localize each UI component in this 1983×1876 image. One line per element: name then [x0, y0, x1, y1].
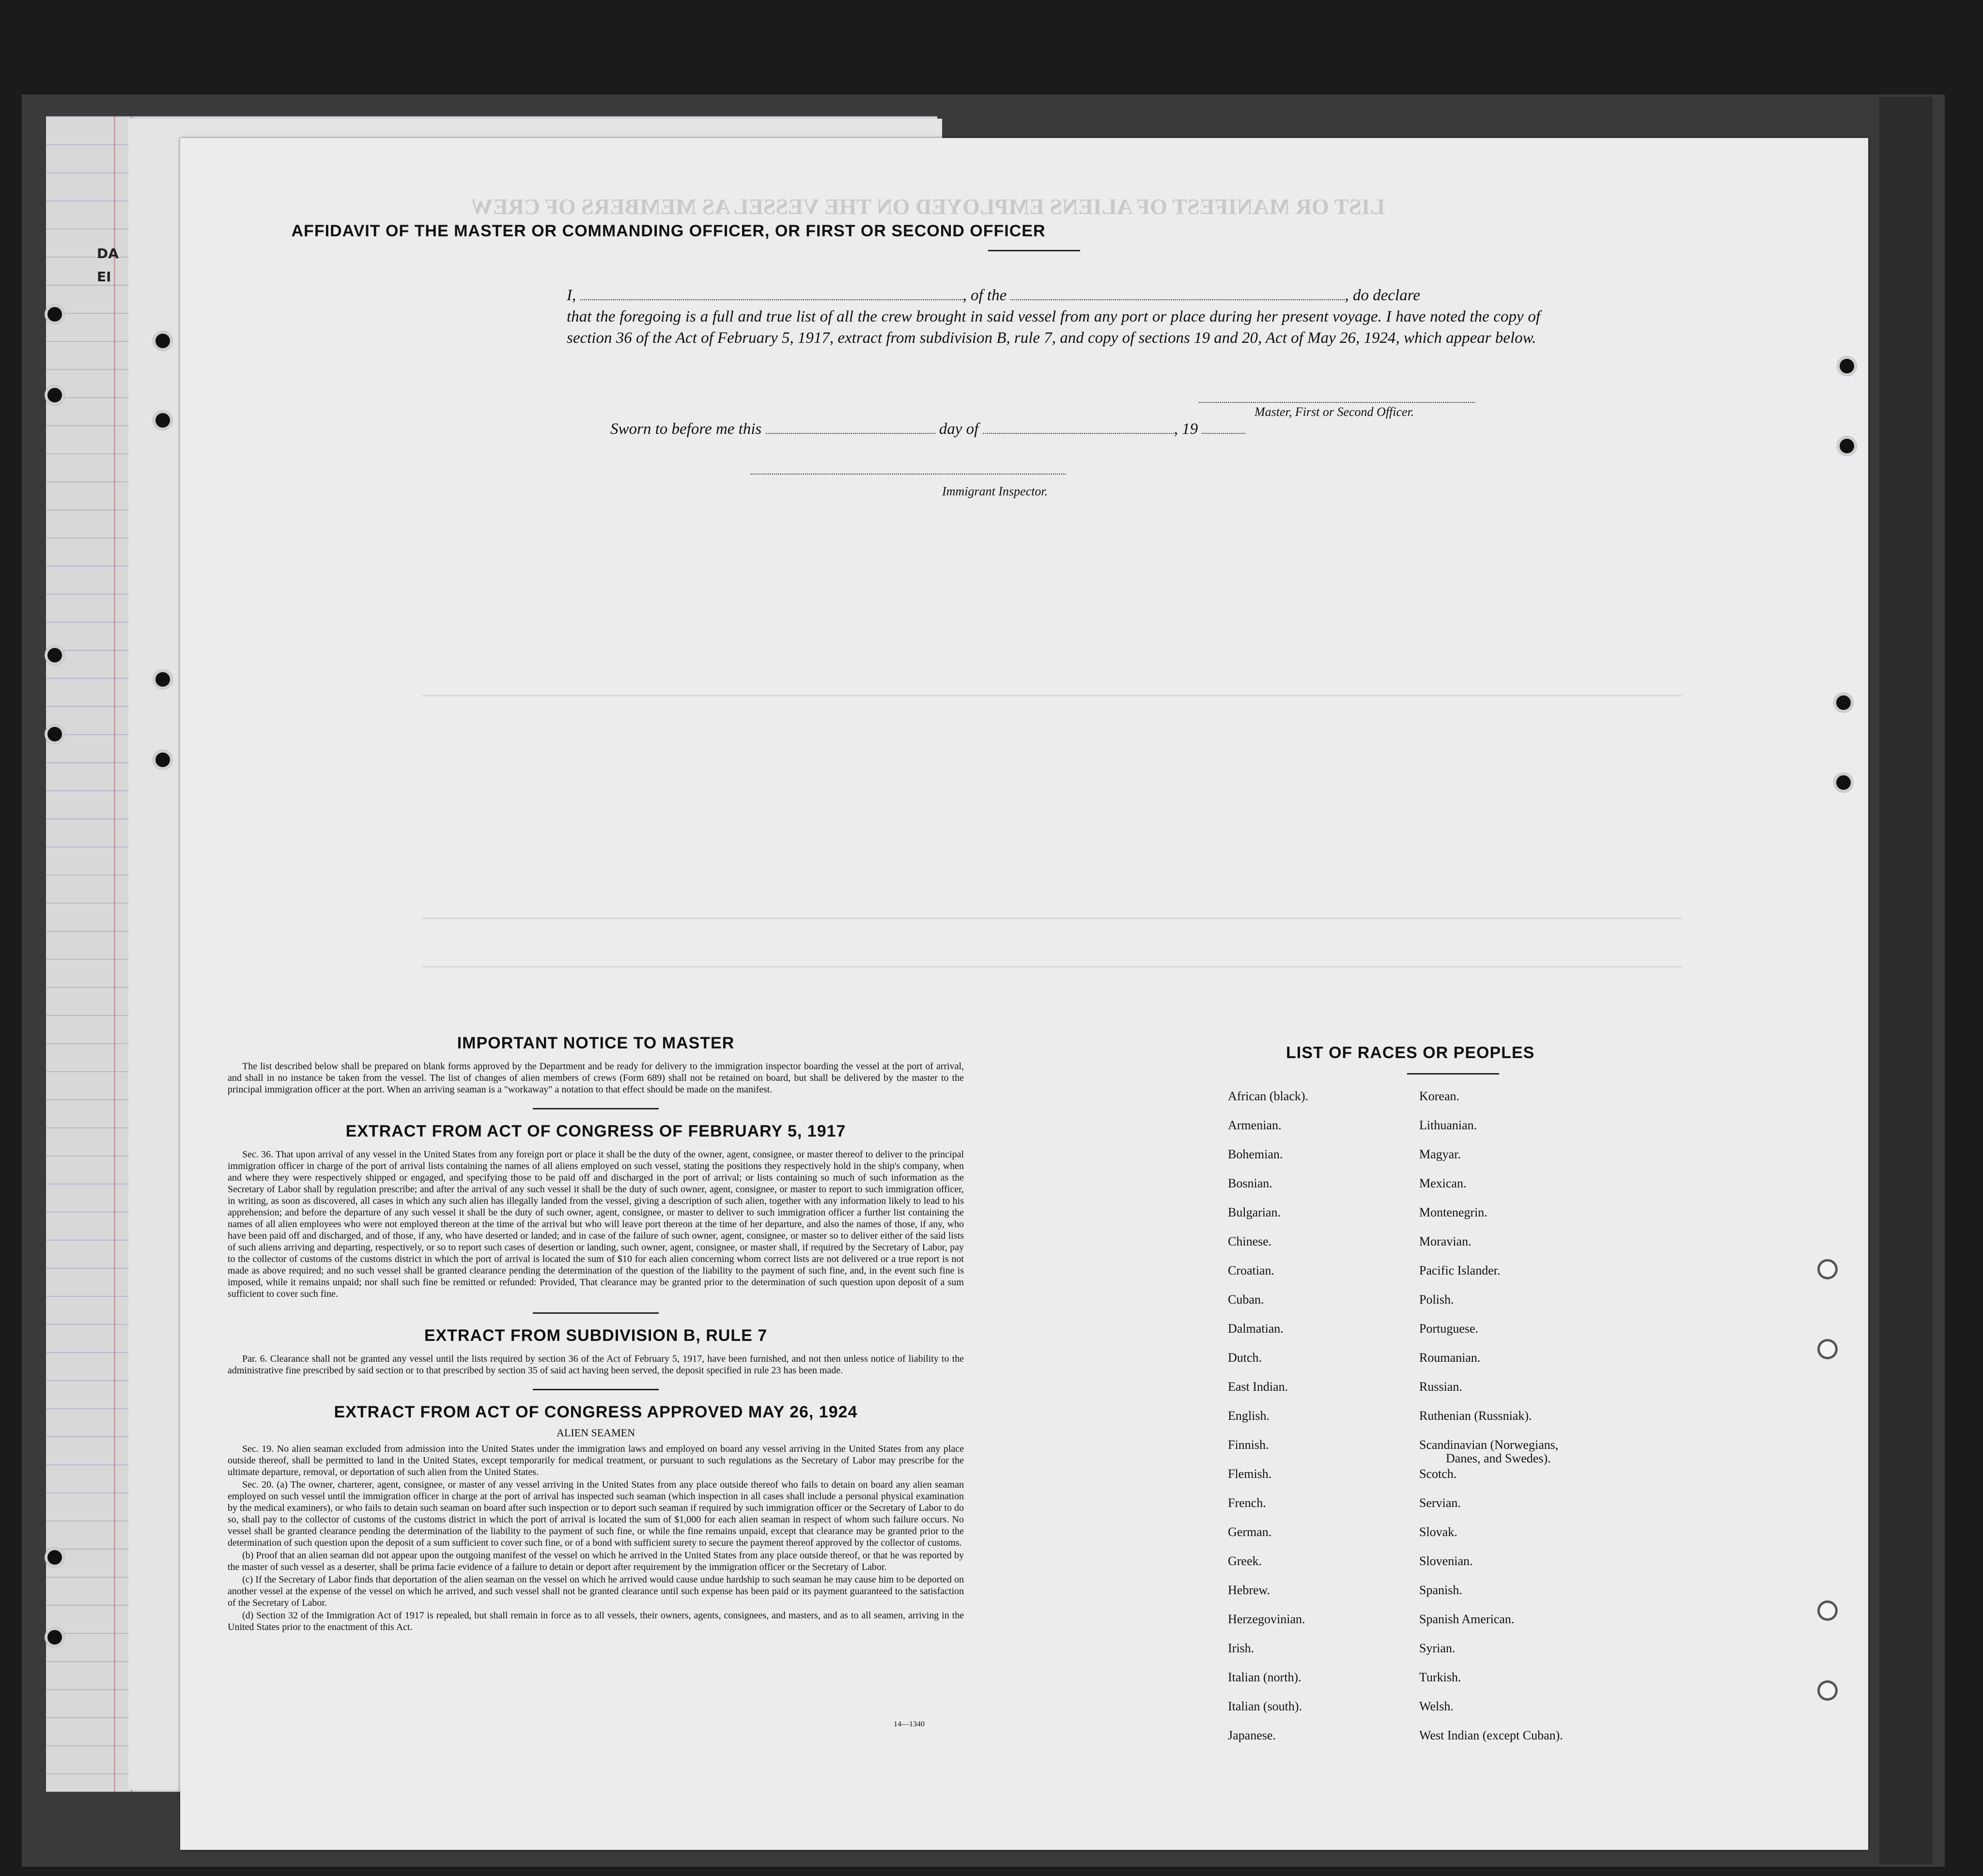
race-label: Servian. — [1419, 1496, 1461, 1510]
punch-hole — [45, 1627, 65, 1647]
race-label: Spanish. — [1419, 1583, 1462, 1597]
declaration-do-declare: , do declare — [1345, 287, 1420, 304]
punch-hole — [153, 331, 173, 351]
notice-column — [228, 1034, 964, 1633]
race-item — [1419, 1642, 1563, 1671]
race-label: East Indian. — [1228, 1380, 1288, 1394]
officer-name-field[interactable] — [580, 287, 963, 300]
race-item — [1419, 1554, 1563, 1584]
rule-7-paragraph-6: Par. 6. Clearance shall not be granted any vessel until the lists required by section 36 of the Act of February 5, 1917, have been furnished, and not then unless notice of liability to the administrative fine prescribed by said section or to that prescribed by section 35 of said act having been served, the deposit specified in rule 23 has been made. — [228, 1353, 964, 1376]
race-label: Armenian. — [1228, 1118, 1282, 1132]
act-1924-paragraph: Sec. 20. (a) The owner, charterer, agent, consignee, or master of any vessel arriving in the United States from any place outside thereof who fails to detain on board any alien seaman employed on such vessel until the immigration officer in charge at the port of arrival has inspected such seaman (which inspection in all cases shall include a personal physical examination by the medical examiners), or who fails to detain such seaman on board after such inspection or to deport such seaman if required by such immigration officer or the Secretary of Labor to do so, shall pay to the collector of customs of the customs district in which the port of arrival is located the sum of $1,000 for each alien seaman in respect of whom such failure occurs. No vessel shall be granted clearance pending the determination of the liability to the payment of such fine, or while the fine remains unpaid, except that clearance may be granted prior to the determination of such question upon the deposit of a sum sufficient to cover such fine, or of a bond with sufficient surety to secure the payment thereof approved by the collector of customs. — [228, 1479, 964, 1548]
race-item — [1228, 1235, 1308, 1264]
race-item — [1419, 1235, 1563, 1264]
race-item — [1228, 1554, 1308, 1584]
master-signature-caption: Master, First or Second Officer. — [1255, 405, 1414, 419]
race-item — [1228, 1119, 1308, 1148]
race-label: Finnish. — [1228, 1438, 1269, 1452]
races-column-1 — [1228, 1090, 1308, 1758]
race-label: Korean. — [1419, 1089, 1460, 1103]
race-label: French. — [1228, 1496, 1266, 1510]
race-label: Scotch. — [1419, 1467, 1457, 1481]
race-item — [1228, 1438, 1308, 1467]
punch-hole — [45, 385, 65, 405]
race-item — [1228, 1700, 1308, 1729]
act-1924-paragraph: (d) Section 32 of the Immigration Act of 1917 is repealed, but shall remain in force as to all vessels, their owners, agents, consignees, and masters, and as to all seamen, arriving in the United States prior to the enactment of this Act. — [228, 1610, 964, 1632]
race-item — [1228, 1206, 1308, 1235]
race-item — [1419, 1351, 1563, 1380]
race-label: Italian (north). — [1228, 1670, 1301, 1684]
act-1917-section-36: Sec. 36. That upon arrival of any vessel in the United States from any foreign port or place it shall be the duty of the owner, agent, consignee, or master thereof to deliver to the principal immigration officer in charge of the port of arrival lists containing the names of all aliens employed on such vessel, stating the positions they respectively hold in the ship's company, when and where they were respectively shipped or engaged, and specifying those to be paid off and discharged in the port of arrival; or lists containing so much of such information as the Secretary of Labor shall by regulation prescribe; and after the arrival of any such vessel it shall be the duty of such owner, agent, consignee, or master to report to such immigration officer, in writing, as soon as discovered, all cases in which any such alien has illegally landed from the vessel, giving a description of such alien, together with any information likely to lead to his apprehension; and before the departure of any such vessel it shall be the duty of such owner, agent, consignee, or master to deliver to such immigration officer a further list containing the names of all alien employees who were not employed thereon at the time of the arrival but who will leave port thereon at the time of her departure, and also the names of those, if any, who have been paid off and discharged, and of those, if any, who have deserted or landed; and in case of the failure of such owner, agent, consignee, or master so to deliver either of the said lists of such aliens arriving and departing, respectively, or so to report such cases of desertion or landing, such owner, agent, consignee, or master shall, if required by the Secretary of Labor, pay to the collector of customs of the customs district in which the port of arrival is located the sum of $10 for each alien concerning whom correct lists are not delivered or a true report is not made as above required; and no such vessel shall be granted clearance pending the determination of the question of the liability to the payment of such fine, and, in the event such fine is imposed, while it remains unpaid; nor shall such fine be remitted or refunded: Provided, That clearance may be granted prior to the determination of such question upon deposit of a sum sufficient to cover such fine. — [228, 1149, 964, 1299]
master-signature-field[interactable] — [1199, 401, 1475, 403]
race-label: English. — [1228, 1409, 1270, 1423]
binding-edge — [1879, 97, 1933, 1864]
rule-7-heading: EXTRACT FROM SUBDIVISION B, RULE 7 — [424, 1326, 768, 1345]
sworn-day-label: day of — [939, 420, 979, 438]
punch-hole — [1817, 1600, 1838, 1621]
title-rule — [988, 250, 1080, 251]
race-item — [1228, 1613, 1308, 1642]
act-1924-paragraph: (c) If the Secretary of Labor finds that deportation of the alien seaman on the vessel on which he arrived would cause undue hardship to such seaman he may cause him to be deported on another vessel at the expense of the vessel on which he arrived, and such vessel shall not be granted clearance until such expense has been paid or its payment guaranteed to the satisfaction of the Secretary of Labor. — [228, 1574, 964, 1608]
race-label: Dalmatian. — [1228, 1322, 1284, 1336]
race-item — [1419, 1438, 1563, 1467]
bleed-through-row — [422, 695, 1682, 696]
sworn-prefix: Sworn to before me this — [610, 420, 762, 438]
race-item — [1419, 1584, 1563, 1613]
race-label: Welsh. — [1419, 1699, 1454, 1713]
punch-hole — [45, 645, 65, 665]
race-label: Flemish. — [1228, 1467, 1272, 1481]
race-item — [1419, 1264, 1563, 1293]
race-item — [1419, 1467, 1563, 1496]
race-label: Syrian. — [1419, 1641, 1456, 1655]
punch-hole — [1837, 436, 1857, 456]
race-item — [1419, 1700, 1563, 1729]
race-label: Croatian. — [1228, 1263, 1275, 1277]
race-label: Slovenian. — [1419, 1554, 1473, 1568]
act-1924-heading: EXTRACT FROM ACT OF CONGRESS APPROVED MAY 26, 1924 — [334, 1403, 858, 1421]
act-1917-heading: EXTRACT FROM ACT OF CONGRESS OF FEBRUARY 5, 1917 — [345, 1122, 846, 1140]
ledger-rule — [46, 116, 937, 117]
punch-hole — [153, 750, 173, 770]
punch-hole — [153, 669, 173, 690]
race-item — [1228, 1380, 1308, 1409]
sworn-year-field[interactable] — [1202, 420, 1245, 434]
race-item — [1419, 1380, 1563, 1409]
race-item — [1228, 1264, 1308, 1293]
declaration-line — [567, 285, 1540, 306]
race-item — [1419, 1177, 1563, 1206]
race-label: African (black). — [1228, 1089, 1309, 1103]
race-label: Bosnian. — [1228, 1176, 1272, 1190]
race-label: Japanese. — [1228, 1728, 1276, 1742]
notice-text: The list described below shall be prepared on blank forms approved by the Department and be ready for delivery to the immigration inspector boarding the vessel at the port of arrival, and shall in no instance be taken from the vessel. The list of changes of alien members of crews (Form 689) shall not be retained on board, but shall be delivered by the master to the principal immigration officer at the port. When an arriving seaman is a "workaway" a notation to that effect should be made on the manifest. — [228, 1061, 964, 1095]
punch-hole — [1833, 692, 1854, 713]
race-label: Russian. — [1419, 1380, 1462, 1394]
race-item — [1228, 1642, 1308, 1671]
declaration-i: I, — [567, 287, 576, 304]
race-item — [1228, 1584, 1308, 1613]
race-item — [1228, 1467, 1308, 1496]
race-label: Greek. — [1228, 1554, 1262, 1568]
race-label: Polish. — [1419, 1292, 1454, 1307]
race-label: Portuguese. — [1419, 1322, 1479, 1336]
declaration-of-the: , of the — [962, 287, 1007, 304]
race-label: Magyar. — [1419, 1147, 1461, 1161]
sworn-date-field[interactable] — [766, 420, 935, 434]
bleed-through-heading: LIST OR MANIFEST OF ALIENS EMPLOYED ON THE VESSEL AS MEMBERS OF CREW — [471, 194, 1385, 219]
race-label: Pacific Islander. — [1419, 1263, 1501, 1277]
race-item — [1228, 1177, 1308, 1206]
race-item — [1228, 1496, 1308, 1525]
race-label: Scandinavian (Norwegians, — [1419, 1438, 1559, 1452]
race-label: Cuban. — [1228, 1292, 1264, 1307]
section-divider — [533, 1312, 659, 1314]
race-label: West Indian (except Cuban). — [1419, 1728, 1563, 1742]
race-item — [1419, 1119, 1563, 1148]
punch-hole — [45, 724, 65, 744]
act-1924-paragraph: (b) Proof that an alien seaman did not appear upon the outgoing manifest of the vessel on which he arrived in the United States from any place outside thereof, or that he was reported by the master of such vessel as a deserter, shall be prima facie evidence of a failure to detain or deport after requirement by the immigration officer or the Secretary of Labor. — [228, 1550, 964, 1572]
affidavit-title: AFFIDAVIT OF THE MASTER OR COMMANDING OFFICER, OR FIRST OR SECOND OFFICER — [291, 222, 1046, 240]
race-item — [1228, 1148, 1308, 1177]
race-item — [1419, 1293, 1563, 1322]
race-label: Chinese. — [1228, 1234, 1272, 1248]
race-label: Ruthenian (Russniak). — [1419, 1409, 1532, 1423]
section-divider — [533, 1389, 659, 1390]
race-label: Bohemian. — [1228, 1147, 1283, 1161]
section-divider — [533, 1108, 659, 1109]
punch-hole — [45, 1547, 65, 1568]
punch-hole — [45, 304, 65, 324]
race-item — [1419, 1090, 1563, 1119]
sworn-statement — [610, 420, 1245, 438]
race-label: Montenegrin. — [1419, 1205, 1487, 1219]
race-label: Irish. — [1228, 1641, 1255, 1655]
races-column-2 — [1419, 1090, 1563, 1758]
race-label: Hebrew. — [1228, 1583, 1270, 1597]
race-item — [1228, 1351, 1308, 1380]
vessel-name-field[interactable] — [1010, 287, 1345, 300]
notice-heading: IMPORTANT NOTICE TO MASTER — [457, 1034, 735, 1052]
race-item — [1419, 1206, 1563, 1235]
race-item — [1419, 1525, 1563, 1554]
race-item — [1228, 1090, 1308, 1119]
alien-seamen-subheading: ALIEN SEAMEN — [557, 1427, 635, 1439]
race-item — [1419, 1496, 1563, 1525]
race-item — [1228, 1525, 1308, 1554]
race-label: Spanish American. — [1419, 1612, 1515, 1626]
bleed-through-row — [422, 966, 1682, 968]
act-1924-paragraph: Sec. 19. No alien seaman excluded from admission into the United States under the immigration laws and employed on board any vessel arriving in the United States from any place outside thereof, shall be permitted to land in the United States, except temporarily for medical treatment, or pursuant to such regulations as the Secretary of Labor may prescribe for the ultimate departure, removal, or deportation of such alien from the United States. — [228, 1444, 964, 1477]
race-item — [1419, 1671, 1563, 1700]
race-item — [1228, 1729, 1308, 1758]
race-item — [1419, 1322, 1563, 1351]
races-heading: LIST OF RACES OR PEOPLES — [1286, 1044, 1535, 1062]
race-item — [1419, 1409, 1563, 1438]
races-rule — [1407, 1073, 1499, 1075]
ledger-margin-line — [114, 116, 115, 1792]
punch-hole — [1833, 772, 1854, 793]
race-label: Moravian. — [1419, 1234, 1472, 1248]
race-item — [1228, 1409, 1308, 1438]
inspector-signature-field[interactable] — [751, 473, 1066, 475]
race-label: Dutch. — [1228, 1351, 1262, 1365]
sworn-month-field[interactable] — [983, 420, 1174, 434]
race-item — [1419, 1148, 1563, 1177]
race-label-continued: Danes, and Swedes). — [1446, 1451, 1551, 1465]
race-label: German. — [1228, 1525, 1272, 1539]
race-label: Lithuanian. — [1419, 1118, 1477, 1132]
punch-hole — [1817, 1259, 1838, 1279]
race-label: Italian (south). — [1228, 1699, 1302, 1713]
inspector-signature-caption: Immigrant Inspector. — [942, 484, 1048, 498]
race-label: Mexican. — [1419, 1176, 1467, 1190]
underlying-page-fragment: DA EI — [97, 246, 119, 285]
form-number: 14—1340 — [894, 1720, 925, 1728]
punch-hole — [1817, 1339, 1838, 1359]
race-item — [1228, 1293, 1308, 1322]
affidavit-body-text: that the foregoing is a full and true list of all the crew brought in said vessel from any port or place during her present voyage. I have noted the copy of section 36 of the Act of February 5, 1917, extract from subdivision B, rule 7, and copy of sections 19 and 20, Act of May 26, 1924, which appear below. — [567, 308, 1540, 347]
race-item — [1228, 1671, 1308, 1700]
sworn-year-label: , 19 — [1174, 420, 1198, 438]
race-label: Roumanian. — [1419, 1351, 1481, 1365]
race-item — [1419, 1729, 1563, 1758]
race-label: Bulgarian. — [1228, 1205, 1281, 1219]
affidavit-statement — [567, 285, 1540, 349]
race-label: Turkish. — [1419, 1670, 1461, 1684]
race-label: Herzegovinian. — [1228, 1612, 1305, 1626]
race-item — [1419, 1613, 1563, 1642]
race-label: Slovak. — [1419, 1525, 1457, 1539]
bleed-through-row — [422, 918, 1682, 919]
punch-hole — [1817, 1680, 1838, 1701]
race-item — [1228, 1322, 1308, 1351]
punch-hole — [1837, 356, 1857, 376]
punch-hole — [153, 410, 173, 431]
